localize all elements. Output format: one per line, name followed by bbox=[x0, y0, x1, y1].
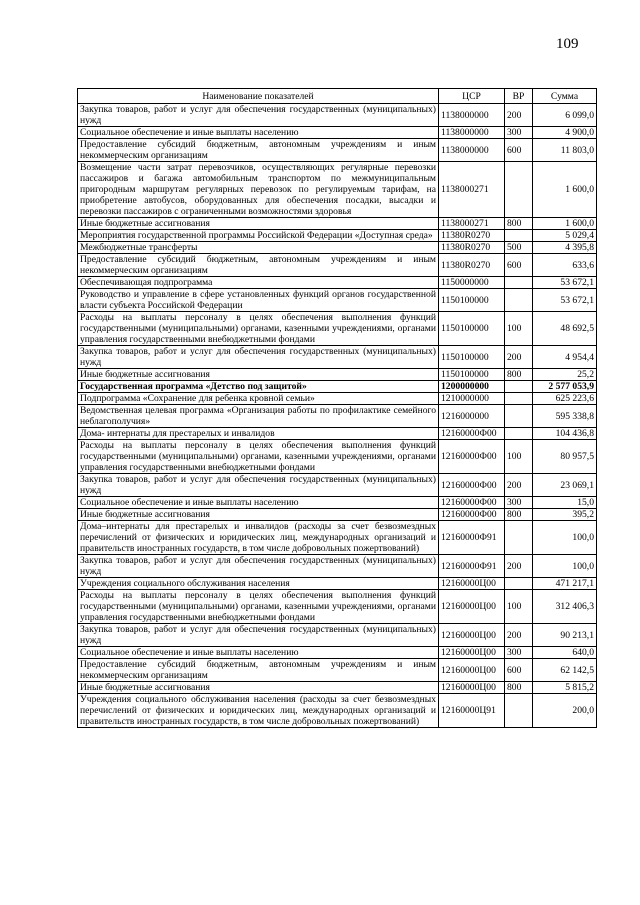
cell-name: Предоставление субсидий бюджетным, автономным учреждениям и иным некоммерческим организациям bbox=[78, 254, 439, 277]
cell-name: Расходы на выплаты персоналу в целях обеспечения выполнения функций государственными (муниципальными) органами, казенными учреждениями, органами управления государственными внебюджетными фондами bbox=[78, 312, 439, 346]
cell-name: Расходы на выплаты персоналу в целях обеспечения выполнения функций государственными (муниципальными) органами, казенными учреждениями, органами управления государственными внебюджетными фондами bbox=[78, 440, 439, 474]
cell-csr: 12160000Ф00 bbox=[439, 474, 505, 497]
cell-vr bbox=[505, 405, 533, 428]
cell-name: Закупка товаров, работ и услуг для обеспечения государственных (муниципальных) нужд bbox=[78, 104, 439, 127]
table-row bbox=[78, 509, 597, 521]
cell-sum: 4 900,0 bbox=[533, 127, 597, 139]
table-row bbox=[78, 405, 597, 428]
table-row bbox=[78, 440, 597, 474]
cell-csr: 1138000271 bbox=[439, 162, 505, 218]
cell-csr: 1150100000 bbox=[439, 289, 505, 312]
budget-table bbox=[77, 88, 597, 728]
cell-csr: 12160000Ф00 bbox=[439, 440, 505, 474]
table-row bbox=[78, 393, 597, 405]
cell-vr: 500 bbox=[505, 242, 533, 254]
cell-csr: 12160000Ц91 bbox=[439, 694, 505, 728]
cell-sum: 640,0 bbox=[533, 647, 597, 659]
cell-sum: 2 577 053,9 bbox=[533, 381, 597, 393]
table-row bbox=[78, 659, 597, 682]
cell-sum: 48 692,5 bbox=[533, 312, 597, 346]
cell-csr: 1150100000 bbox=[439, 369, 505, 381]
cell-sum: 6 099,0 bbox=[533, 104, 597, 127]
cell-name: Обеспечивающая подпрограмма bbox=[78, 277, 439, 289]
table-row bbox=[78, 555, 597, 578]
cell-name: Межбюджетные трансферты bbox=[78, 242, 439, 254]
table-row bbox=[78, 162, 597, 218]
cell-name: Расходы на выплаты персоналу в целях обеспечения выполнения функций государственными (муниципальными) органами, казенными учреждениями, органами управления государственными внебюджетными фондами bbox=[78, 590, 439, 624]
cell-vr: 300 bbox=[505, 497, 533, 509]
cell-name: Ведомственная целевая программа «Организация работы по профилактике семейного неблагополучия» bbox=[78, 405, 439, 428]
cell-vr bbox=[505, 428, 533, 440]
table-row bbox=[78, 218, 597, 230]
cell-sum: 625 223,6 bbox=[533, 393, 597, 405]
cell-vr bbox=[505, 381, 533, 393]
cell-vr bbox=[505, 694, 533, 728]
header-csr: ЦСР bbox=[439, 89, 505, 104]
cell-sum: 23 069,1 bbox=[533, 474, 597, 497]
cell-csr: 1150100000 bbox=[439, 312, 505, 346]
cell-vr: 100 bbox=[505, 590, 533, 624]
cell-csr: 1200000000 bbox=[439, 381, 505, 393]
cell-csr: 12160000Ф00 bbox=[439, 509, 505, 521]
cell-sum: 312 406,3 bbox=[533, 590, 597, 624]
cell-vr: 800 bbox=[505, 509, 533, 521]
cell-csr: 11380R0270 bbox=[439, 242, 505, 254]
cell-sum: 1 600,0 bbox=[533, 162, 597, 218]
cell-sum: 395,2 bbox=[533, 509, 597, 521]
cell-csr: 12160000Ф91 bbox=[439, 521, 505, 555]
cell-vr: 300 bbox=[505, 127, 533, 139]
cell-sum: 11 803,0 bbox=[533, 139, 597, 162]
cell-sum: 4 954,4 bbox=[533, 346, 597, 369]
cell-name: Закупка товаров, работ и услуг для обеспечения государственных (муниципальных) нужд bbox=[78, 624, 439, 647]
cell-sum: 5 029,4 bbox=[533, 230, 597, 242]
cell-vr: 100 bbox=[505, 440, 533, 474]
cell-csr: 1150000000 bbox=[439, 277, 505, 289]
table-header-row bbox=[78, 89, 597, 104]
cell-vr: 600 bbox=[505, 139, 533, 162]
cell-name: Возмещение части затрат перевозчиков, осуществляющих регулярные перевозки пассажиров и багажа автомобильным транспортом по межмуниципальным пригородным маршрутам регулярных перевозок по регулируемым тарифам, на приобретение автобусов, оборудованных для обеспечения посадки, высадки и перевозки пассажиров с ограниченными возможностями здоровья bbox=[78, 162, 439, 218]
table-row bbox=[78, 289, 597, 312]
cell-csr: 12160000Ц00 bbox=[439, 659, 505, 682]
table-row bbox=[78, 647, 597, 659]
cell-name: Подпрограмма «Сохранение для ребенка кровной семьи» bbox=[78, 393, 439, 405]
cell-name: Иные бюджетные ассигнования bbox=[78, 509, 439, 521]
table-row bbox=[78, 497, 597, 509]
cell-csr: 12160000Ц00 bbox=[439, 624, 505, 647]
header-name: Наименование показателей bbox=[78, 89, 439, 104]
cell-sum: 200,0 bbox=[533, 694, 597, 728]
cell-sum: 53 672,1 bbox=[533, 277, 597, 289]
table-row bbox=[78, 230, 597, 242]
cell-csr: 12160000Ф00 bbox=[439, 428, 505, 440]
cell-vr: 800 bbox=[505, 218, 533, 230]
table-row bbox=[78, 521, 597, 555]
cell-csr: 1210000000 bbox=[439, 393, 505, 405]
cell-name: Учреждения социального обслуживания населения (расходы за счет безвозмездных перечислений от физических и юридических лиц, международных организаций и правительств иностранных государств, в том числе добровольных пожертвований) bbox=[78, 694, 439, 728]
cell-name: Учреждения социального обслуживания населения bbox=[78, 578, 439, 590]
cell-vr: 200 bbox=[505, 624, 533, 647]
cell-csr: 12160000Ц00 bbox=[439, 590, 505, 624]
cell-csr: 1138000000 bbox=[439, 139, 505, 162]
cell-name: Иные бюджетные ассигнования bbox=[78, 682, 439, 694]
cell-vr: 100 bbox=[505, 312, 533, 346]
cell-name: Руководство и управление в сфере установленных функций органов государственной власти субъекта Российской Федерации bbox=[78, 289, 439, 312]
cell-sum: 25,2 bbox=[533, 369, 597, 381]
cell-csr: 1138000000 bbox=[439, 104, 505, 127]
cell-csr: 12160000Ц00 bbox=[439, 578, 505, 590]
table-row bbox=[78, 254, 597, 277]
header-vr: ВР bbox=[505, 89, 533, 104]
cell-sum: 595 338,8 bbox=[533, 405, 597, 428]
cell-name: Закупка товаров, работ и услуг для обеспечения государственных (муниципальных) нужд bbox=[78, 474, 439, 497]
cell-csr: 1138000000 bbox=[439, 127, 505, 139]
table-row bbox=[78, 139, 597, 162]
cell-csr: 12160000Ф00 bbox=[439, 497, 505, 509]
cell-vr: 300 bbox=[505, 647, 533, 659]
cell-vr bbox=[505, 578, 533, 590]
cell-vr: 200 bbox=[505, 104, 533, 127]
table-row bbox=[78, 312, 597, 346]
cell-name: Закупка товаров, работ и услуг для обеспечения государственных (муниципальных) нужд bbox=[78, 346, 439, 369]
cell-sum: 471 217,1 bbox=[533, 578, 597, 590]
cell-sum: 80 957,5 bbox=[533, 440, 597, 474]
cell-csr: 12160000Ф91 bbox=[439, 555, 505, 578]
table-row bbox=[78, 578, 597, 590]
cell-vr bbox=[505, 162, 533, 218]
cell-vr bbox=[505, 393, 533, 405]
table-row bbox=[78, 346, 597, 369]
cell-vr: 800 bbox=[505, 682, 533, 694]
cell-sum: 100,0 bbox=[533, 555, 597, 578]
cell-sum: 104 436,8 bbox=[533, 428, 597, 440]
table-row bbox=[78, 104, 597, 127]
cell-vr: 800 bbox=[505, 369, 533, 381]
cell-vr: 600 bbox=[505, 659, 533, 682]
cell-sum: 62 142,5 bbox=[533, 659, 597, 682]
table-row bbox=[78, 590, 597, 624]
cell-sum: 15,0 bbox=[533, 497, 597, 509]
cell-vr bbox=[505, 521, 533, 555]
cell-name: Иные бюджетные ассигнования bbox=[78, 369, 439, 381]
table-row bbox=[78, 474, 597, 497]
cell-vr: 200 bbox=[505, 555, 533, 578]
cell-csr: 1138000271 bbox=[439, 218, 505, 230]
table-row bbox=[78, 381, 597, 393]
table-row bbox=[78, 242, 597, 254]
cell-vr: 200 bbox=[505, 474, 533, 497]
cell-sum: 53 672,1 bbox=[533, 289, 597, 312]
table-row bbox=[78, 127, 597, 139]
cell-vr bbox=[505, 230, 533, 242]
cell-sum: 100,0 bbox=[533, 521, 597, 555]
table-row bbox=[78, 369, 597, 381]
cell-name: Социальное обеспечение и иные выплаты населению bbox=[78, 647, 439, 659]
cell-name: Социальное обеспечение и иные выплаты населению bbox=[78, 127, 439, 139]
table-row bbox=[78, 277, 597, 289]
cell-name: Социальное обеспечение и иные выплаты населению bbox=[78, 497, 439, 509]
cell-sum: 4 395,8 bbox=[533, 242, 597, 254]
header-sum: Сумма bbox=[533, 89, 597, 104]
cell-csr: 1216000000 bbox=[439, 405, 505, 428]
page-number: 109 bbox=[556, 36, 579, 52]
cell-csr: 12160000Ц00 bbox=[439, 682, 505, 694]
cell-csr: 11380R0270 bbox=[439, 230, 505, 242]
table-row bbox=[78, 624, 597, 647]
cell-name: Дома- интернаты для престарелых и инвалидов bbox=[78, 428, 439, 440]
table-body bbox=[78, 104, 597, 728]
table-row bbox=[78, 428, 597, 440]
cell-name: Предоставление субсидий бюджетным, автономным учреждениям и иным некоммерческим организациям bbox=[78, 659, 439, 682]
cell-name: Предоставление субсидий бюджетным, автономным учреждениям и иным некоммерческим организациям bbox=[78, 139, 439, 162]
cell-name: Иные бюджетные ассигнования bbox=[78, 218, 439, 230]
cell-sum: 5 815,2 bbox=[533, 682, 597, 694]
cell-sum: 90 213,1 bbox=[533, 624, 597, 647]
table-row bbox=[78, 682, 597, 694]
cell-sum: 1 600,0 bbox=[533, 218, 597, 230]
cell-vr: 600 bbox=[505, 254, 533, 277]
cell-csr: 11380R0270 bbox=[439, 254, 505, 277]
cell-sum: 633,6 bbox=[533, 254, 597, 277]
table-row bbox=[78, 694, 597, 728]
cell-name: Мероприятия государственной программы Российской Федерации «Доступная среда» bbox=[78, 230, 439, 242]
cell-name: Государственная программа «Детство под защитой» bbox=[78, 381, 439, 393]
cell-vr bbox=[505, 289, 533, 312]
cell-name: Дома–интернаты для престарелых и инвалидов (расходы за счет безвозмездных перечислений от физических и юридических лиц, международных организаций и правительств иностранных государств, в том числе добровольных пожертвований) bbox=[78, 521, 439, 555]
cell-csr: 1150100000 bbox=[439, 346, 505, 369]
cell-csr: 12160000Ц00 bbox=[439, 647, 505, 659]
cell-name: Закупка товаров, работ и услуг для обеспечения государственных (муниципальных) нужд bbox=[78, 555, 439, 578]
cell-vr bbox=[505, 277, 533, 289]
cell-vr: 200 bbox=[505, 346, 533, 369]
